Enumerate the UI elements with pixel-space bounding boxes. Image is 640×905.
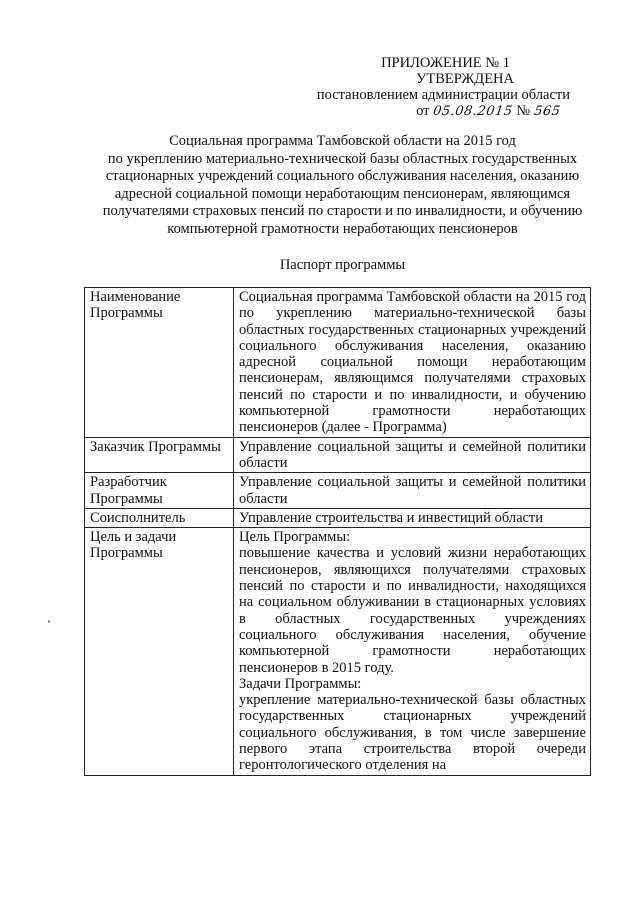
row-label: Соисполнитель — [85, 508, 234, 527]
passport-table — [84, 287, 591, 776]
approved-label: УТВЕРЖДЕНА — [416, 71, 514, 87]
row-value: Управление социальной защиты и семейной политики области — [234, 437, 591, 473]
title-line: Социальная программа Тамбовской области на 2015 год — [169, 133, 516, 149]
approval-block — [300, 55, 570, 120]
table-row — [85, 288, 591, 438]
resolution-date-line — [300, 103, 570, 120]
scan-speck — [48, 620, 50, 623]
handwritten-date: 05.08.2015 — [432, 104, 514, 119]
table-row — [85, 508, 591, 527]
row-value: Социальная программа Тамбовской области на 2015 год по укреплению материально-технической базы областных государственных стационарных учреждений социального обслуживания населения, оказанию адресной социальной помощи неработающим пенсионерам, являющимся получателями страховых пенсий по старости и по инвалидности, и обучению компьютерной грамотности неработающих пенсионеров (далее - Программа) — [234, 288, 591, 438]
row-value — [234, 528, 591, 775]
resolution-label: постановлением администрации области — [316, 87, 570, 103]
title-line: компьютерной грамотности неработающих пенсионеров — [167, 220, 518, 237]
title-line: адресной социальной помощи неработающим пенсионерам, являющимся — [114, 185, 571, 202]
row-label: Наименование Программы — [85, 288, 234, 438]
row-label: Заказчик Программы — [85, 437, 234, 473]
number-prefix: № — [516, 103, 531, 119]
title-line: стационарных учреждений социального обслуживания населения, оказанию — [105, 168, 580, 185]
title-line: по укреплению материально-технической базы областных государственных — [107, 150, 578, 167]
row-value: Управление строительства и инвестиций области — [234, 508, 591, 527]
appendix-label: ПРИЛОЖЕНИЕ № 1 — [381, 55, 510, 71]
goal-text: повышение качества и условий жизни неработающих пенсионеров, являющихся получателями страховых пенсий по старости и по инвалидности, находящихся на социальном облуживании в стационарных условиях в областных государственных учреждениях социального обслуживания населения, обучение компьютерной грамотности неработающих пенсионеров в 2015 году. — [239, 545, 586, 676]
row-label: Цель и задачи Программы — [85, 528, 234, 775]
goal-heading: Цель Программы: — [239, 529, 351, 546]
date-prefix: от — [416, 103, 430, 119]
row-value: Управление социальной защиты и семейной политики области — [234, 473, 591, 509]
handwritten-number: 565 — [532, 104, 562, 119]
table-row — [85, 437, 591, 473]
tasks-heading: Задачи Программы: — [239, 675, 362, 692]
row-label: Разработчик Программы — [85, 473, 234, 509]
table-row — [85, 528, 591, 775]
tasks-text: укрепление материально-технической базы областных государственных стационарных учреждений социального обслуживания, в том числе завершение первого этапа строительства второй очереди геронтологического отделения на — [239, 692, 586, 774]
title-line: получателями страховых пенсий по старости и по инвалидности, и обучению — [102, 203, 583, 220]
passport-heading: Паспорт программы — [279, 257, 406, 273]
program-title — [80, 133, 605, 239]
table-row — [85, 473, 591, 509]
